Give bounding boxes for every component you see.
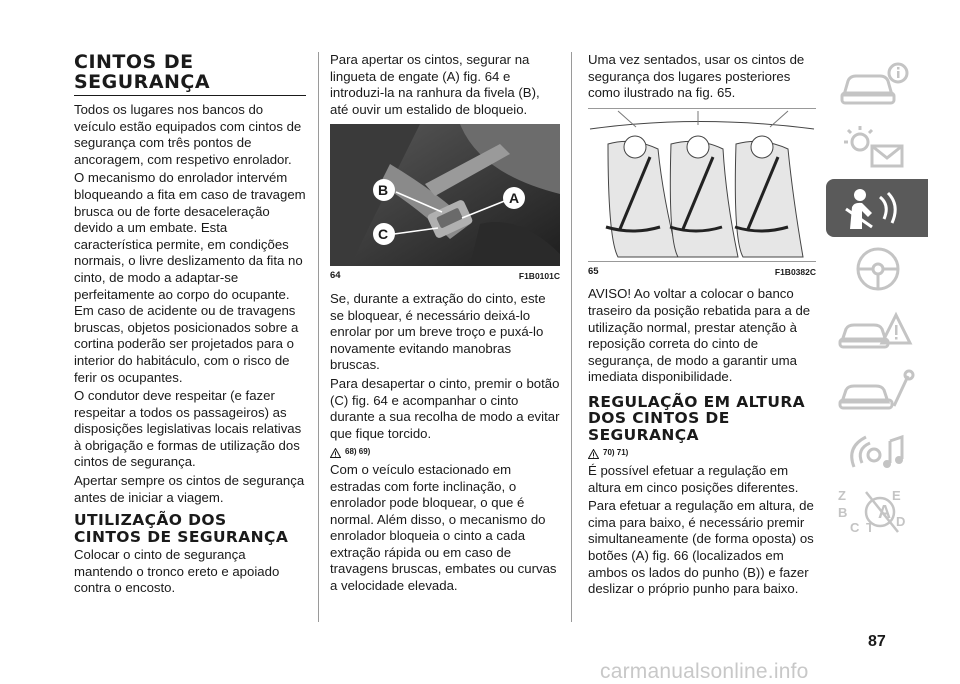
subsection-heading — [588, 394, 816, 444]
paragraph: Para apertar os cintos, segurar na lingueta de engate (A) fig. 64 e introduzi-la na ranhura da fivela (B), até ouvir um estalido de bloqueio. — [330, 52, 540, 117]
label-c: C — [378, 226, 389, 243]
tab-safety[interactable] — [826, 179, 928, 237]
index-letter: D — [896, 514, 906, 529]
figure-code: F1B0101C — [518, 271, 560, 282]
index-letter: C — [850, 520, 860, 535]
paragraph: Para desapertar o cinto, premir o botão (C) fig. 64 e acompanhar o cinto durante a sua recolha de modo a evitar que fique torcido. — [330, 375, 560, 441]
index-letter: Z — [838, 488, 846, 503]
index-letter: E — [892, 488, 901, 503]
multimedia-icon — [838, 427, 918, 477]
tab-maintenance[interactable] — [826, 362, 928, 420]
subsection-heading — [74, 512, 306, 545]
paragraph: Se, durante a extração do cinto, este se bloquear, é necessário deixá-lo enrolar por um breve troço e puxá-lo novamente evitando manobras bruscas. — [330, 290, 546, 373]
paragraph: É possível efetuar a regulação em altura em cinco posições diferentes. — [588, 463, 799, 495]
index-letter: T — [866, 520, 874, 535]
paragraph: Colocar o cinto de segurança mantendo o tronco ereto e apoiado contra o encosto. — [74, 547, 280, 596]
paragraph: O condutor deve respeitar (e fazer respeitar a todos os passageiros) as disposições legislativas locais relativas à obrigação e formas de utilização dos cintos de segurança. — [74, 388, 302, 470]
starting-driving-icon — [838, 244, 918, 294]
figure-64 — [330, 124, 560, 266]
index-letter: A — [878, 502, 891, 522]
tab-warning-lights[interactable] — [826, 118, 928, 176]
heading-line-2: CINTOS DE SEGURANÇA — [74, 527, 289, 546]
section-title — [74, 52, 306, 92]
column-divider — [318, 52, 319, 622]
heading-line-1: REGULAÇÃO EM ALTURA — [588, 392, 806, 411]
paragraph: O mecanismo do enrolador intervém bloqueando a fita em caso de travagem brusca ou de forte desaceleração devido a um embate. Esta característica permite, em condições normais, o livre deslizamento da fita no cinto, de modo a adaptar-se perfeitamente ao corpo do ocupante. Em caso de acidente ou de travagens bruscas, objetos posicionados sobre a cortina poderão ser projetados para o interior do habitáculo, com o risco de ferir os ocupantes. — [74, 170, 306, 385]
tab-emergency[interactable] — [826, 301, 928, 359]
tab-car-info[interactable] — [826, 57, 928, 115]
figure-number: 65 — [588, 265, 599, 277]
emergency-icon — [838, 305, 918, 355]
tab-multimedia[interactable] — [826, 423, 928, 481]
middle-column — [330, 52, 560, 597]
paragraph: Uma vez sentados, usar os cintos de segurança dos lugares posteriores como ilustrado na fig. 65. — [588, 52, 805, 101]
column-divider — [571, 52, 572, 622]
paragraph: Com o veículo estacionado em estradas com forte inclinação, o enrolador pode bloquear, o que é normal. Além disso, o mecanismo do enrolador bloqueia o cinto a cada extração rápida ou em caso de travagens bruscas, embates ou curvas a velocidade elevada. — [330, 461, 557, 594]
figure-caption — [588, 264, 816, 281]
warning-lights-icon — [838, 122, 918, 172]
figure-caption — [330, 268, 560, 285]
warning-triangle-icon — [588, 449, 599, 459]
warning-refs: 68) 69) — [345, 447, 371, 457]
label-b: B — [378, 182, 389, 199]
paragraph: Todos os lugares nos bancos do veículo estão equipados com cintos de segurança com três pontos de ancoragem, com respetivo enrolador. — [74, 102, 302, 167]
title-rule — [74, 95, 306, 96]
warning-reference — [588, 445, 816, 462]
tab-starting-driving[interactable] — [826, 240, 928, 298]
label-a: A — [509, 190, 520, 207]
index-letter: B — [838, 505, 848, 520]
heading-line-1: UTILIZAÇÃO DOS — [74, 511, 227, 530]
heading-line-2: DOS CINTOS DE — [588, 409, 730, 428]
title-line-1: CINTOS DE — [74, 51, 194, 73]
warning-reference — [330, 444, 560, 461]
heading-line-3: SEGURANÇA — [588, 425, 699, 444]
car-info-icon — [838, 61, 918, 111]
paragraph: Apertar sempre os cintos de segurança antes de iniciar a viagem. — [74, 473, 305, 505]
chapter-tabs — [826, 57, 928, 545]
watermark: carmanualsonline.info — [600, 660, 809, 683]
figure-number: 64 — [330, 270, 341, 282]
figure-code: F1B0382C — [774, 266, 816, 277]
right-column — [588, 52, 816, 600]
rear-seat-belts-illustration — [588, 109, 816, 261]
figure-65 — [588, 108, 816, 262]
warning-refs: 70) 71) — [603, 448, 629, 458]
paragraph: AVISO! Ao voltar a colocar o banco traseiro da posição rebatida para a de utilização normal, prestar atenção à reposição correta do cinto de segurança, de modo a garantir uma imediata disponibilidade. — [588, 286, 811, 385]
safety-airbag-icon — [838, 183, 918, 233]
left-column — [74, 52, 306, 599]
warning-triangle-icon — [330, 448, 341, 458]
paragraph: Para efetuar a regulação em altura, de cima para baixo, é necessário premir simultaneamente (de forma oposta) os botões (A) fig. 66 (localizados em ambos os lados do punho (B)) e fazer deslizar o próprio punho para baixo. — [588, 498, 814, 597]
seatbelt-buckle-illustration — [330, 124, 560, 266]
page-number: 87 — [868, 633, 886, 650]
maintenance-icon — [838, 366, 918, 416]
title-line-2: SEGURANÇA — [74, 71, 211, 93]
tab-index[interactable] — [826, 484, 928, 542]
